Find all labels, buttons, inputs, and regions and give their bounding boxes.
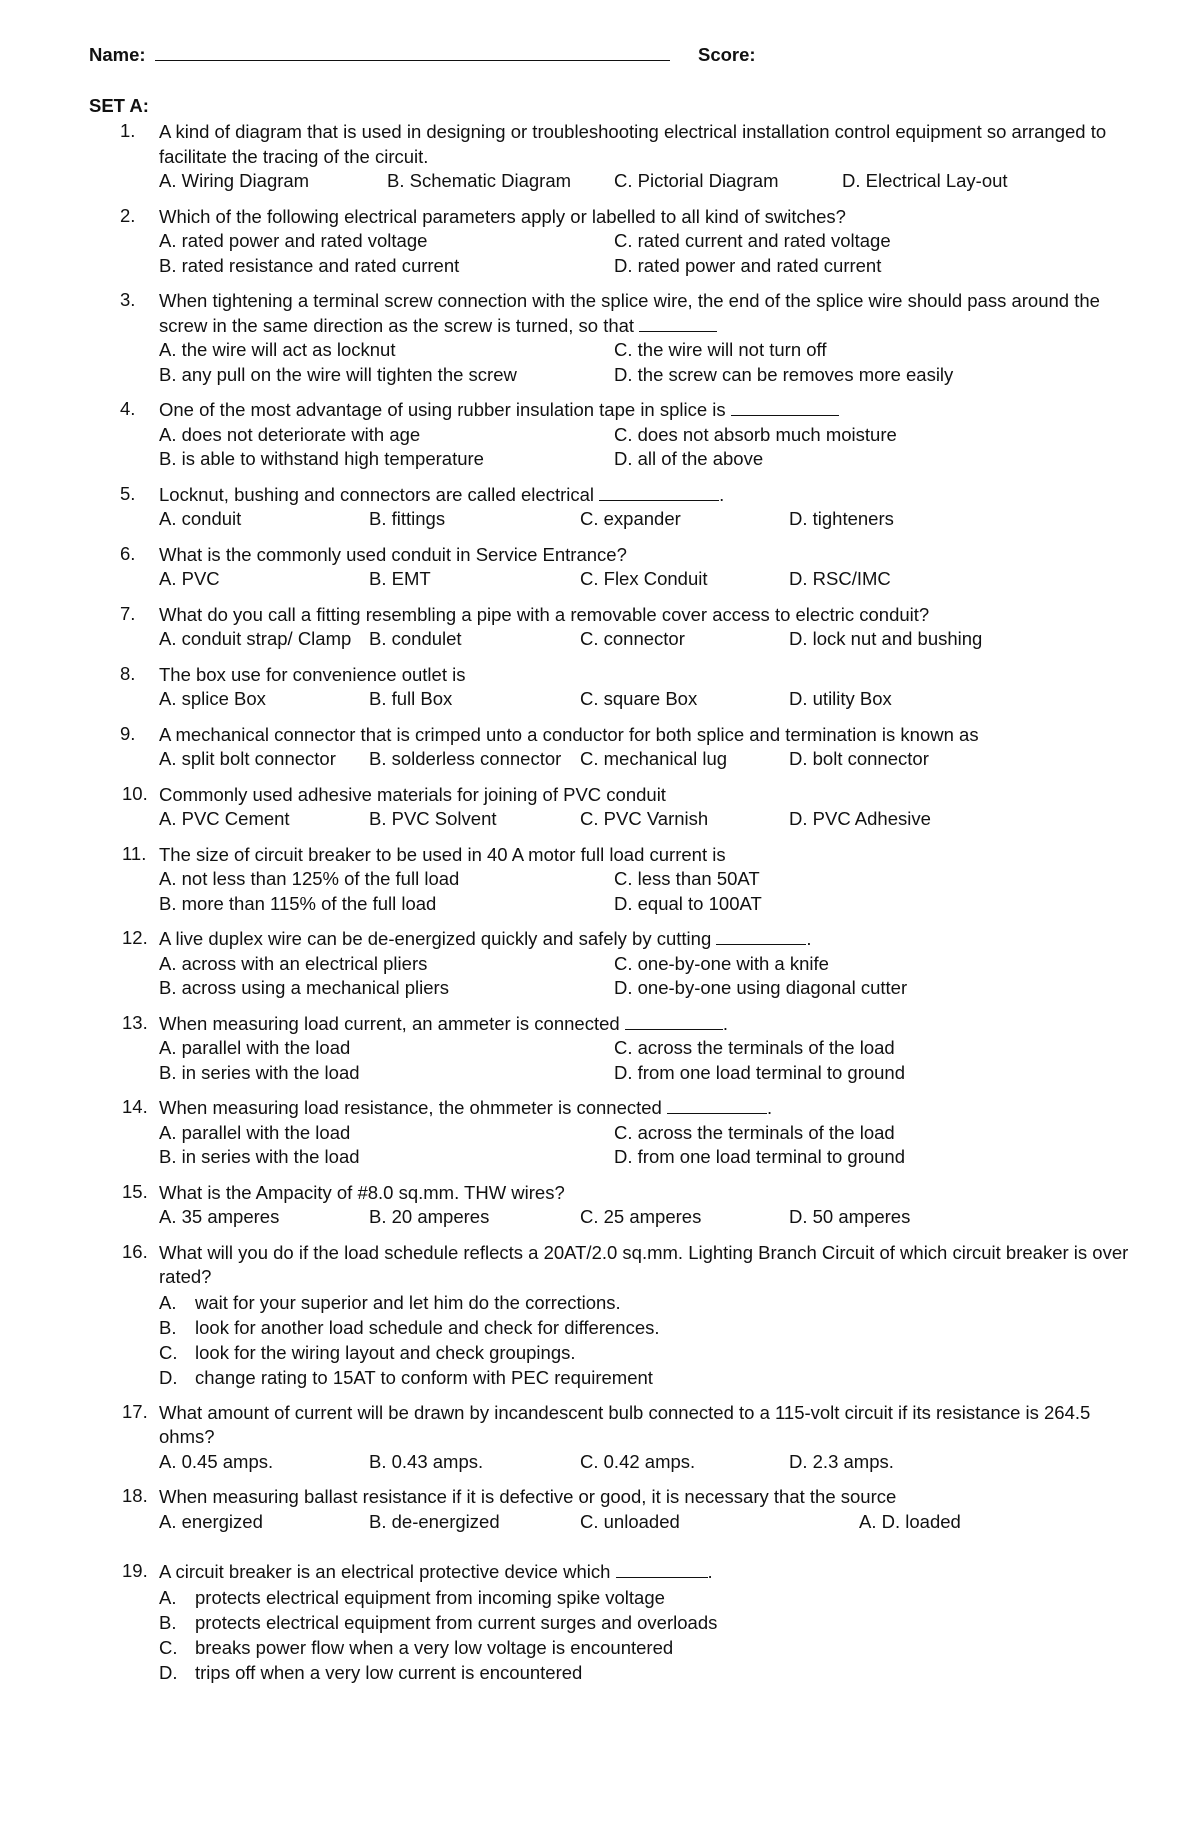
option-item[interactable]: B. 20 amperes [369,1206,490,1227]
option-text: protects electrical equipment from incoming spike voltage [195,1586,665,1608]
option-item[interactable]: D. bolt connector [789,748,929,769]
score-field [698,44,756,66]
question-8 [0,663,1200,712]
option-item[interactable]: A. splice Box [159,688,266,709]
question-stem: A kind of diagram that is used in designing or troubleshooting electrical installation control equipment so arranged to facilitate the tracing of the circuit. [159,121,1107,167]
question-stem: Locknut, bushing and connectors are called electrical [159,483,595,505]
option-item[interactable] [159,1365,1200,1390]
question-stem: A mechanical connector that is crimped unto a conductor for both splice and termination is known as [159,723,979,745]
option-item[interactable]: A. does not deteriorate with age [159,423,421,445]
option-text: breaks power flow when a very low voltage is encountered [195,1636,674,1658]
option-item[interactable]: A. the wire will act as locknut [159,339,396,360]
question-4 [0,398,1200,472]
option-row [0,1510,1200,1535]
option-item[interactable]: A. Wiring Diagram [159,170,310,191]
question-stem: What do you call a fitting resembling a pipe with a removable cover access to electric conduit? [159,603,930,625]
question-text [159,1485,1139,1510]
question-number: 16. [122,1240,148,1262]
option-item[interactable]: B. de-energized [369,1510,500,1532]
option-item[interactable]: D. from one load terminal to ground [614,1146,906,1167]
option-item[interactable]: A. parallel with the load [159,1037,351,1058]
question-number: 11. [122,842,147,864]
question-punctuation: . [719,483,725,505]
question-number: 10. [122,782,148,804]
question-stem: A live duplex wire can be de-energized quickly and safely by cutting [159,928,712,949]
option-item[interactable] [159,1660,1200,1685]
question-stem: When measuring load current, an ammeter is connected [159,1012,620,1034]
option-item[interactable]: D. all of the above [614,448,764,469]
name-field [89,44,670,66]
option-row [0,1036,1200,1061]
score-label: Score: [698,44,756,65]
option-item[interactable]: A. conduit [159,508,242,529]
question-number: 9. [120,722,136,744]
question-stem: The box use for convenience outlet is [159,663,466,685]
question-2 [0,205,1200,279]
question-text [159,1012,1139,1037]
question-18 [0,1485,1200,1534]
question-number: 18. [122,1485,148,1506]
question-stem: The size of circuit breaker to be used in 40 A motor full load current is [159,843,726,865]
question-stem: Which of the following electrical parameters apply or labelled to all kind of switches? [159,205,846,227]
question-3 [0,289,1200,387]
option-item[interactable]: A. split bolt connector [159,748,336,769]
question-11 [0,843,1200,917]
question-stem: Commonly used adhesive materials for joining of PVC conduit [159,783,666,805]
option-item[interactable]: A. PVC [159,568,220,589]
question-text [159,289,1139,338]
option-item[interactable]: A. not less than 125% of the full load [159,868,460,889]
answer-blank[interactable] [625,1014,723,1030]
question-punctuation: . [806,928,812,949]
option-item[interactable] [159,1340,1200,1365]
answer-blank[interactable] [599,485,719,501]
question-stem: When measuring ballast resistance if it is defective or good, it is necessary that the source [159,1486,897,1507]
question-number: 3. [120,289,136,310]
option-row [0,1450,1200,1475]
question-text [159,1241,1139,1290]
question-text [159,603,1139,628]
option-item[interactable]: C. square Box [580,688,698,709]
option-item[interactable]: C. the wire will not turn off [614,339,827,360]
option-item[interactable]: D. the screw can be removes more easily [614,363,954,385]
question-text [159,783,1139,808]
option-item[interactable] [159,1610,1200,1635]
option-letter: A. [159,1586,177,1608]
question-punctuation: . [766,1097,773,1118]
question-stem: One of the most advantage of using rubber insulation tape in splice is [159,399,726,420]
option-item[interactable]: D. utility Box [789,688,892,709]
option-item[interactable]: A. across with an electrical pliers [159,952,428,974]
option-list [159,1290,1200,1390]
option-item[interactable]: D. tighteners [789,508,894,529]
answer-blank[interactable] [639,316,717,332]
option-row [0,338,1200,363]
question-number: 12. [122,927,148,948]
question-stem: When tightening a terminal screw connection with the splice wire, the end of the splice wire should pass around the screw in the same direction as the screw is turned, so that [159,290,1100,336]
option-letter: D. [159,1661,178,1683]
option-item[interactable]: C. mechanical lug [580,748,728,769]
question-number: 4. [120,398,136,419]
option-item[interactable]: A. energized [159,1510,263,1532]
option-item[interactable]: D. PVC Adhesive [789,808,931,829]
option-letter: B. [159,1611,177,1633]
option-item[interactable]: C. one-by-one with a knife [614,952,829,974]
question-stem: When measuring load resistance, the ohmmeter is connected [159,1097,662,1118]
question-12 [0,927,1200,1001]
option-row [0,567,1200,592]
option-item[interactable] [159,1585,1200,1610]
option-item[interactable]: B. 0.43 amps. [369,1450,484,1472]
option-row [0,229,1200,254]
option-item[interactable]: C. connector [580,628,685,649]
option-item[interactable]: B. condulet [369,628,462,649]
question-5 [0,483,1200,532]
option-item[interactable]: A. PVC Cement [159,808,290,829]
question-number: 17. [122,1400,148,1422]
option-text: trips off when a very low current is encountered [195,1661,583,1683]
question-number: 13. [122,1011,148,1033]
option-letter: C. [159,1636,178,1658]
option-item[interactable]: B. more than 115% of the full load [159,892,437,914]
set-label: SET A: [89,95,149,116]
option-item[interactable]: C. PVC Varnish [580,808,709,829]
option-list [159,1585,1200,1685]
option-item[interactable]: A. 0.45 amps. [159,1450,274,1472]
option-row [0,507,1200,532]
question-text [159,927,1139,952]
question-punctuation: . [722,1012,728,1034]
option-item[interactable]: A. 35 amperes [159,1206,280,1227]
question-number: 1. [120,120,136,141]
question-15 [0,1181,1200,1230]
option-item[interactable]: B. rated resistance and rated current [159,254,460,276]
option-row [0,1145,1200,1170]
question-punctuation: . [707,1561,713,1582]
question-stem: A circuit breaker is an electrical protective device which [159,1561,611,1582]
answer-blank[interactable] [667,1098,767,1114]
answer-blank[interactable] [716,929,806,945]
option-letter: C. [159,1341,178,1363]
option-item[interactable]: D. lock nut and bushing [789,628,983,649]
question-9 [0,723,1200,772]
question-text [159,663,1139,688]
option-item[interactable]: B. is able to withstand high temperature [159,448,484,469]
question-text [159,120,1139,169]
option-item[interactable]: D. 2.3 amps. [789,1450,894,1472]
option-item[interactable]: C. does not absorb much moisture [614,423,897,445]
question-text [159,398,1139,423]
option-item[interactable]: C. Pictorial Diagram [614,170,779,191]
option-item[interactable]: D. rated power and rated current [614,254,882,276]
option-text: protects electrical equipment from current surges and overloads [195,1611,718,1633]
question-13 [0,1012,1200,1086]
option-item[interactable]: A. rated power and rated voltage [159,230,428,251]
option-item[interactable]: B. Schematic Diagram [387,170,572,191]
question-1 [0,120,1200,194]
option-item[interactable] [159,1315,1200,1340]
question-text [159,843,1139,868]
option-row [0,892,1200,917]
question-text [159,1560,1139,1585]
question-16 [0,1241,1200,1390]
option-item[interactable]: B. across using a mechanical pliers [159,977,449,998]
question-text [159,723,1139,748]
option-letter: B. [159,1316,177,1338]
question-number: 7. [120,602,136,624]
question-list [0,120,1200,1696]
option-item[interactable]: B. solderless connector [369,748,562,769]
option-item[interactable]: C. unloaded [580,1510,680,1532]
option-item[interactable]: B. any pull on the wire will tighten the screw [159,363,517,385]
option-item[interactable]: B. in series with the load [159,1061,360,1083]
option-item[interactable]: B. fittings [369,508,446,529]
option-item[interactable]: B. full Box [369,688,453,709]
question-stem: What is the Ampacity of #8.0 sq.mm. THW wires? [159,1181,565,1203]
question-number: 5. [120,482,136,504]
option-item[interactable]: A. parallel with the load [159,1121,351,1143]
option-row [0,447,1200,472]
option-item[interactable]: D. from one load terminal to ground [614,1061,906,1083]
name-blank[interactable] [155,44,670,61]
question-number: 15. [122,1180,148,1202]
option-item[interactable]: C. rated current and rated voltage [614,230,891,251]
question-10 [0,783,1200,832]
question-text [159,1096,1139,1121]
option-item[interactable]: C. less than 50AT [614,868,760,889]
option-item[interactable]: A. D. loaded [859,1510,961,1532]
option-text: wait for your superior and let him do the corrections. [195,1291,621,1313]
option-item[interactable]: C. across the terminals of the load [614,1037,895,1058]
option-item[interactable]: B. PVC Solvent [369,808,497,829]
question-number: 14. [122,1096,148,1117]
option-row [0,807,1200,832]
option-item[interactable]: C. across the terminals of the load [614,1121,895,1143]
question-17 [0,1401,1200,1475]
question-stem: What amount of current will be drawn by incandescent bulb connected to a 115-volt circuit if its resistance is 264.5 ohms? [159,1401,1091,1447]
option-row [0,867,1200,892]
answer-blank[interactable] [616,1562,708,1578]
option-text: look for another load schedule and check for differences. [195,1316,660,1338]
question-number: 6. [120,542,136,564]
question-6 [0,543,1200,592]
option-row [0,952,1200,977]
option-item[interactable]: B. EMT [369,568,431,589]
option-item[interactable]: D. Electrical Lay-out [842,170,1008,191]
question-14 [0,1096,1200,1170]
question-7 [0,603,1200,652]
option-text: look for the wiring layout and check groupings. [195,1341,576,1363]
question-19 [0,1560,1200,1685]
option-row [0,1061,1200,1086]
question-stem: What will you do if the load schedule reflects a 20AT/2.0 sq.mm. Lighting Branch Circuit of which circuit breaker is over rated? [159,1241,1129,1287]
option-item[interactable]: D. RSC/IMC [789,568,891,589]
question-number: 19. [122,1560,148,1581]
answer-blank[interactable] [731,400,839,416]
option-row [0,254,1200,279]
option-row [0,363,1200,388]
question-number: 8. [120,662,136,684]
option-row [0,169,1200,194]
option-row [0,976,1200,1001]
option-item[interactable]: C. 0.42 amps. [580,1450,696,1472]
option-text: change rating to 15AT to conform with PEC requirement [195,1366,653,1388]
question-text [159,1401,1139,1450]
name-label: Name: [89,44,146,65]
question-text [159,1181,1139,1206]
option-row [0,1205,1200,1230]
option-row [0,687,1200,712]
option-item[interactable]: C. expander [580,508,681,529]
option-item[interactable]: D. 50 amperes [789,1206,911,1227]
option-item[interactable]: C. Flex Conduit [580,568,708,589]
question-text [159,483,1139,508]
option-letter: D. [159,1366,178,1388]
option-item[interactable]: D. one-by-one using diagonal cutter [614,977,908,998]
question-text [159,205,1139,230]
option-row [0,1121,1200,1146]
option-item[interactable]: B. in series with the load [159,1146,360,1167]
option-item[interactable] [159,1635,1200,1660]
option-item[interactable]: C. 25 amperes [580,1206,702,1227]
option-row [0,423,1200,448]
option-item[interactable]: D. equal to 100AT [614,892,762,914]
question-text [159,543,1139,568]
option-row [0,627,1200,652]
question-number: 2. [120,204,136,226]
option-letter: A. [159,1291,177,1313]
option-row [0,747,1200,772]
option-item[interactable]: A. conduit strap/ Clamp [159,628,352,649]
question-stem: What is the commonly used conduit in Service Entrance? [159,543,627,565]
option-item[interactable] [159,1290,1200,1315]
